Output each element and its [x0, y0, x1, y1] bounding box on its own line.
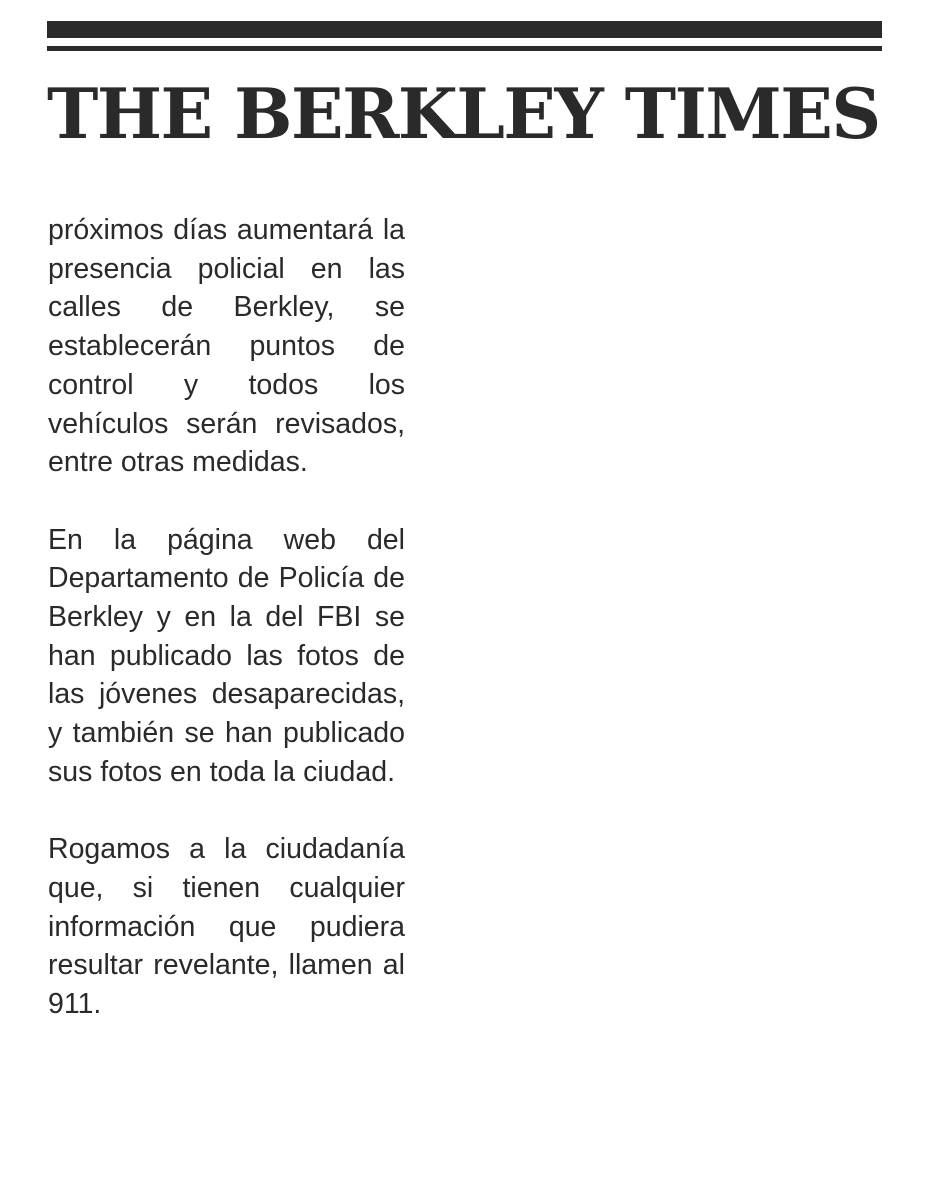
- article-paragraph-2: En la página web del Departamento de Policía de Berkley y en la del FBI se han publicado las fotos de las jóvenes desaparecidas, y también se han publicado sus fotos en toda la ciudad.: [48, 523, 405, 788]
- article-paragraph-3: Rogamos a la ciudadanía que, si tienen cualquier información que pudiera resultar revelante, llamen al 911.: [48, 833, 405, 1021]
- masthead-top-rule-thin: [47, 46, 882, 51]
- article-paragraph-1: próximos días aumentará la presencia policial en las calles de Berkley, se establecerán puntos de control y todos los vehículos serán revisados, entre otras medidas.: [48, 214, 405, 479]
- article-column: [48, 211, 405, 1024]
- newspaper-title: THE BERKLEY TIMES: [47, 74, 880, 155]
- masthead-top-rule-thick: [47, 21, 882, 38]
